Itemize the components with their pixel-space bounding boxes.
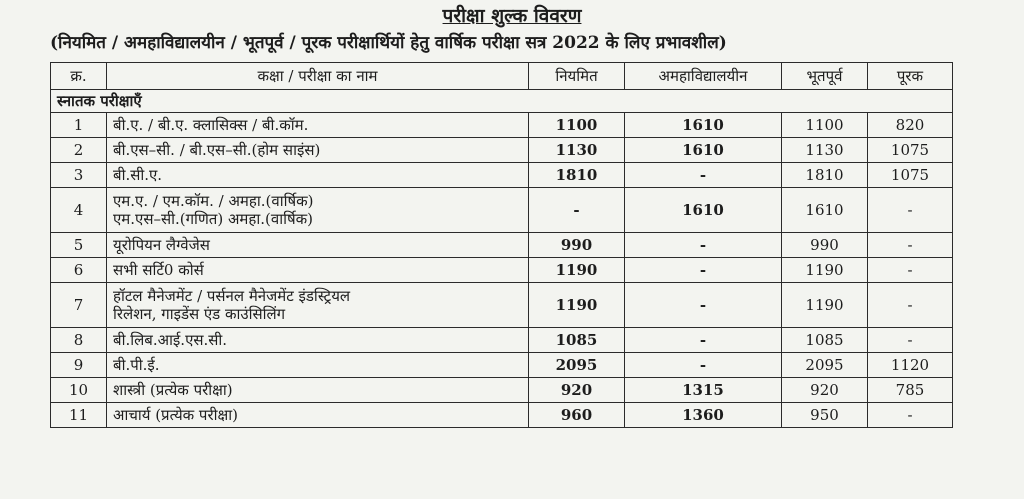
row-non-collegiate-fee: 1360 xyxy=(625,403,782,428)
row-sno: 9 xyxy=(51,353,107,378)
row-non-collegiate-fee: - xyxy=(625,233,782,258)
header-sno: क्र. xyxy=(51,63,107,90)
row-ex-student-fee: 920 xyxy=(782,378,868,403)
table-row xyxy=(51,188,953,233)
row-non-collegiate-fee: 1610 xyxy=(625,188,782,233)
row-name xyxy=(107,258,529,283)
row-sno: 2 xyxy=(51,138,107,163)
row-ex-student-fee: 1810 xyxy=(782,163,868,188)
row-ex-student-fee: 950 xyxy=(782,403,868,428)
row-name xyxy=(107,378,529,403)
row-sno: 1 xyxy=(51,113,107,138)
row-regular-fee: - xyxy=(529,188,625,233)
row-sno: 5 xyxy=(51,233,107,258)
table-row xyxy=(51,328,953,353)
row-ex-student-fee: 1190 xyxy=(782,258,868,283)
row-name xyxy=(107,353,529,378)
row-name-line: बी.पी.ई. xyxy=(113,356,160,374)
row-regular-fee: 960 xyxy=(529,403,625,428)
row-name-line: एम.ए. / एम.कॉम. / अमहा.(वार्षिक) xyxy=(113,192,314,210)
row-ex-student-fee: 1190 xyxy=(782,283,868,328)
row-ex-student-fee: 990 xyxy=(782,233,868,258)
row-sno: 6 xyxy=(51,258,107,283)
row-name-line: यूरोपियन लैग्वेजेस xyxy=(113,236,210,254)
row-name-line: सभी सर्टि0 कोर्स xyxy=(113,261,204,279)
row-regular-fee: 2095 xyxy=(529,353,625,378)
header-ex-student: भूतपूर्व xyxy=(782,63,868,90)
row-name xyxy=(107,403,529,428)
row-non-collegiate-fee: - xyxy=(625,353,782,378)
table-row xyxy=(51,113,953,138)
table-row xyxy=(51,258,953,283)
row-ex-student-fee: 2095 xyxy=(782,353,868,378)
row-non-collegiate-fee: - xyxy=(625,328,782,353)
row-regular-fee: 1190 xyxy=(529,258,625,283)
header-supplementary: पूरक xyxy=(868,63,953,90)
table-row xyxy=(51,378,953,403)
row-regular-fee: 990 xyxy=(529,233,625,258)
table-row xyxy=(51,163,953,188)
row-regular-fee: 1085 xyxy=(529,328,625,353)
row-regular-fee: 1100 xyxy=(529,113,625,138)
row-non-collegiate-fee: 1610 xyxy=(625,138,782,163)
row-sno: 7 xyxy=(51,283,107,328)
table-row xyxy=(51,403,953,428)
row-name xyxy=(107,283,529,328)
table-row xyxy=(51,233,953,258)
document-subtitle: (नियमित / अमहाविद्यालयीन / भूतपूर्व / पूरक परीक्षार्थियों हेतु वार्षिक परीक्षा सत्र 2022 के लिए प्रभावशील) xyxy=(50,33,727,53)
row-sno: 3 xyxy=(51,163,107,188)
row-sno: 8 xyxy=(51,328,107,353)
row-name xyxy=(107,113,529,138)
row-name-line-2: एम.एस–सी.(गणित) अमहा.(वार्षिक) xyxy=(113,210,314,228)
table-row xyxy=(51,138,953,163)
row-name-line: बी.लिब.आई.एस.सी. xyxy=(113,331,228,349)
row-name xyxy=(107,328,529,353)
row-supplementary-fee: - xyxy=(868,403,953,428)
row-name-line: बी.एस–सी. / बी.एस–सी.(होम साइंस) xyxy=(113,141,321,159)
row-name xyxy=(107,188,529,233)
row-supplementary-fee: 1120 xyxy=(868,353,953,378)
row-regular-fee: 920 xyxy=(529,378,625,403)
row-supplementary-fee: - xyxy=(868,233,953,258)
row-sno: 11 xyxy=(51,403,107,428)
row-supplementary-fee: - xyxy=(868,328,953,353)
row-regular-fee: 1130 xyxy=(529,138,625,163)
row-name-line-2: रिलेशन, गाइडेंस एंड काउंसिलिंग xyxy=(113,305,286,323)
row-ex-student-fee: 1085 xyxy=(782,328,868,353)
document-title: परीक्षा शुल्क विवरण xyxy=(442,5,582,27)
row-supplementary-fee: - xyxy=(868,188,953,233)
fee-table xyxy=(50,62,953,428)
row-ex-student-fee: 1610 xyxy=(782,188,868,233)
row-regular-fee: 1190 xyxy=(529,283,625,328)
row-ex-student-fee: 1130 xyxy=(782,138,868,163)
header-regular: नियमित xyxy=(529,63,625,90)
row-name-line: हॉटल मैनेजमेंट / पर्सनल मैनेजमेंट इंडस्ट्रियल xyxy=(113,287,351,305)
row-supplementary-fee: - xyxy=(868,258,953,283)
row-name-line: बी.सी.ए. xyxy=(113,166,163,184)
header-name: कक्षा / परीक्षा का नाम xyxy=(107,63,529,90)
table-row xyxy=(51,283,953,328)
row-name-line: शास्त्री (प्रत्येक परीक्षा) xyxy=(113,381,233,399)
row-regular-fee: 1810 xyxy=(529,163,625,188)
row-non-collegiate-fee: 1315 xyxy=(625,378,782,403)
table-header-row xyxy=(51,63,953,90)
row-non-collegiate-fee: - xyxy=(625,258,782,283)
row-supplementary-fee: 1075 xyxy=(868,138,953,163)
row-name xyxy=(107,138,529,163)
section-row xyxy=(51,90,953,113)
row-name-line: बी.ए. / बी.ए. क्लासिक्स / बी.कॉम. xyxy=(113,116,309,134)
row-sno: 10 xyxy=(51,378,107,403)
table-row xyxy=(51,353,953,378)
row-non-collegiate-fee: - xyxy=(625,163,782,188)
row-name xyxy=(107,163,529,188)
row-supplementary-fee: 820 xyxy=(868,113,953,138)
section-label: स्नातक परीक्षाएँ xyxy=(51,90,953,113)
row-supplementary-fee: 785 xyxy=(868,378,953,403)
row-supplementary-fee: 1075 xyxy=(868,163,953,188)
row-supplementary-fee: - xyxy=(868,283,953,328)
header-non-collegiate: अमहाविद्यालयीन xyxy=(625,63,782,90)
row-name xyxy=(107,233,529,258)
row-sno: 4 xyxy=(51,188,107,233)
row-non-collegiate-fee: - xyxy=(625,283,782,328)
row-ex-student-fee: 1100 xyxy=(782,113,868,138)
row-name-line: आचार्य (प्रत्येक परीक्षा) xyxy=(113,406,238,424)
row-non-collegiate-fee: 1610 xyxy=(625,113,782,138)
